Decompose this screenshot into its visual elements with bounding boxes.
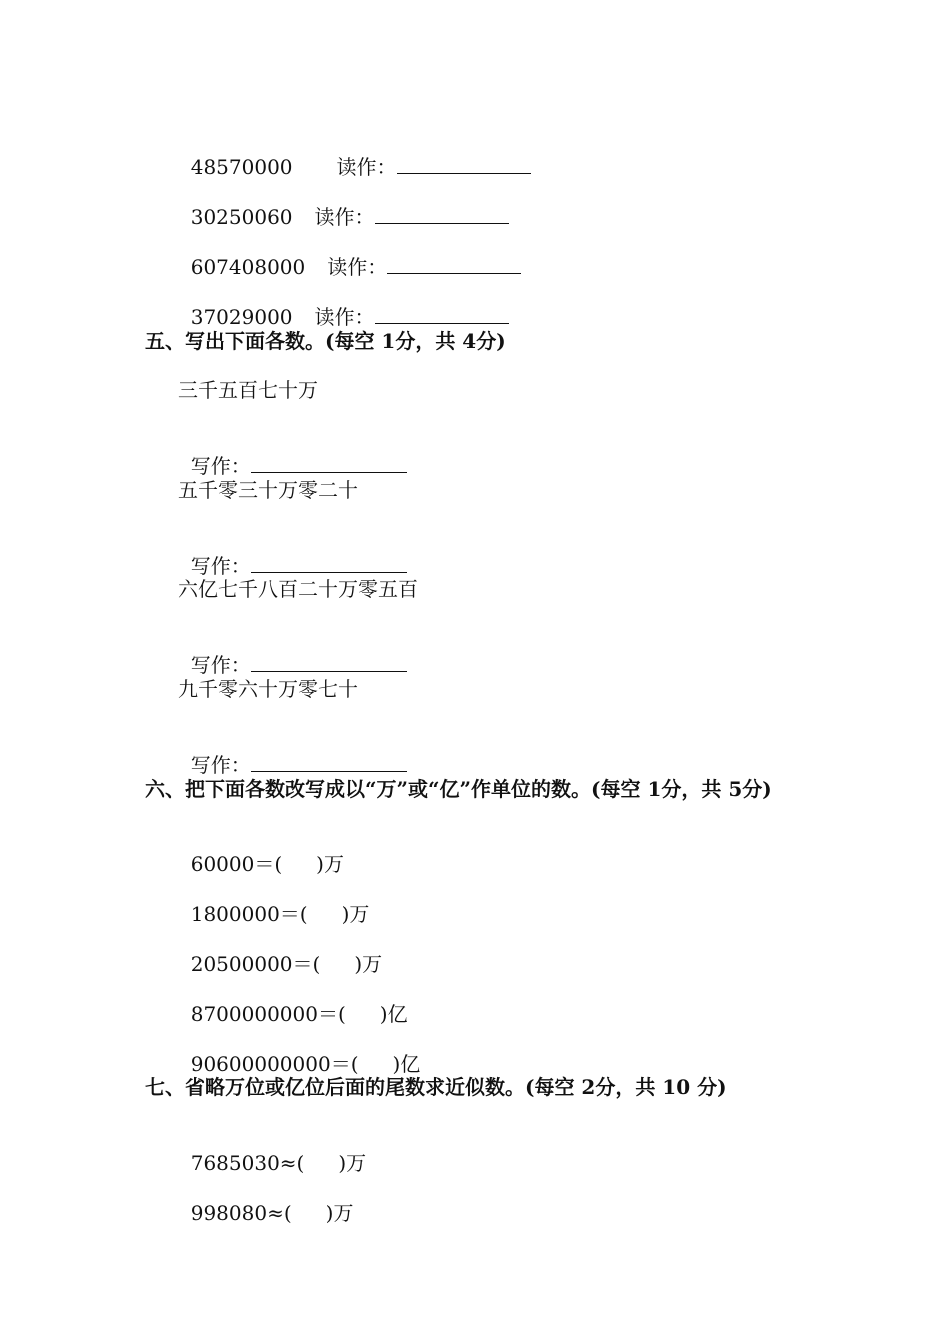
convert-item-3	[178, 925, 382, 977]
answer-blank[interactable]	[251, 454, 407, 473]
approx-item-2	[178, 1174, 353, 1226]
convert-expr: 60000＝(	[190, 852, 283, 876]
write-item-1-text: 三千五百七十万	[178, 378, 318, 402]
read-number: 30250060	[190, 205, 293, 229]
write-item-1-answer	[178, 427, 407, 479]
answer-blank[interactable]	[251, 653, 407, 672]
answer-blank[interactable]	[375, 205, 509, 224]
convert-unit: )亿	[392, 1052, 421, 1076]
convert-item-4	[178, 975, 408, 1027]
read-label: 读作：	[336, 155, 397, 179]
write-label: 写作：	[190, 454, 251, 478]
write-label: 写作：	[190, 653, 251, 677]
write-label: 写作：	[190, 554, 251, 578]
write-item-3-text: 六亿七千八百二十万零五百	[178, 577, 418, 601]
read-number: 607408000	[190, 255, 306, 279]
section6-title: 六、把下面各数改写成以“万”或“亿”作单位的数。(每空 1分，共 5分)	[145, 777, 772, 801]
write-item-3-answer	[178, 626, 407, 678]
convert-expr: 8700000000＝(	[190, 1002, 346, 1026]
convert-unit: )万	[341, 902, 370, 926]
answer-blank[interactable]	[397, 155, 531, 174]
read-number: 37029000	[190, 305, 293, 329]
approx-unit: )万	[338, 1151, 367, 1175]
write-label: 写作：	[190, 753, 251, 777]
approx-expr: 7685030≈(	[190, 1151, 305, 1175]
convert-item-2	[178, 875, 369, 927]
read-item-1	[178, 128, 531, 180]
answer-blank[interactable]	[387, 255, 521, 274]
read-item-4	[178, 278, 509, 330]
convert-item-1	[178, 825, 344, 877]
read-label: 读作：	[327, 255, 388, 279]
convert-unit: )万	[354, 952, 383, 976]
approx-expr: 998080≈(	[190, 1201, 292, 1225]
convert-item-5	[178, 1025, 420, 1077]
convert-unit: )万	[316, 852, 344, 876]
convert-unit: )亿	[379, 1002, 408, 1026]
section7-title: 七、省略万位或亿位后面的尾数求近似数。(每空 2分，共 10 分)	[145, 1075, 727, 1099]
answer-blank[interactable]	[251, 753, 407, 772]
approx-unit: )万	[325, 1201, 354, 1225]
read-item-3	[178, 228, 521, 280]
write-item-2-answer	[178, 527, 407, 579]
write-item-2-text: 五千零三十万零二十	[178, 478, 358, 502]
read-label: 读作：	[314, 305, 375, 329]
answer-blank[interactable]	[375, 305, 509, 324]
write-item-4-text: 九千零六十万零七十	[178, 677, 358, 701]
answer-blank[interactable]	[251, 554, 407, 573]
read-number: 48570000	[190, 155, 293, 179]
write-item-4-answer	[178, 726, 407, 778]
read-label: 读作：	[314, 205, 375, 229]
section5-title: 五、写出下面各数。(每空 1分，共 4分)	[145, 329, 506, 353]
convert-expr: 1800000＝(	[190, 902, 308, 926]
approx-item-1	[178, 1124, 366, 1176]
read-item-2	[178, 178, 509, 230]
convert-expr: 90600000000＝(	[190, 1052, 359, 1076]
convert-expr: 20500000＝(	[190, 952, 321, 976]
